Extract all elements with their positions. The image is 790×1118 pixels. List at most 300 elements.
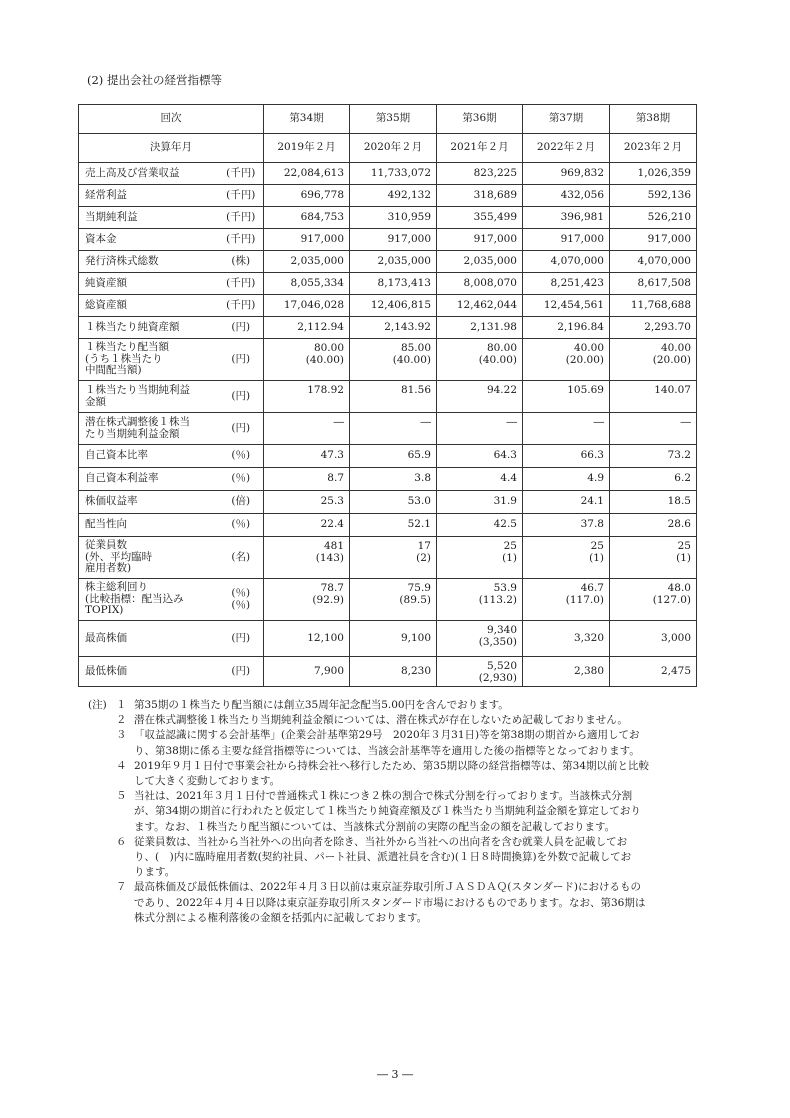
value-cell: [523, 657, 610, 687]
row-unit: [219, 491, 264, 514]
value-line: 25.3: [320, 495, 344, 508]
row-unit-line: (円): [231, 664, 251, 677]
row-label: [79, 163, 219, 185]
header-cell: 2021年２月: [437, 134, 523, 163]
row-unit-line: (名): [231, 550, 251, 563]
row-label: [79, 295, 219, 317]
value-cell: [350, 468, 437, 491]
row-label-line: 金額: [85, 395, 106, 408]
value-cell: [437, 295, 523, 317]
row-label: [79, 621, 219, 657]
value-cell: [610, 537, 697, 579]
note-number: ７: [116, 881, 127, 894]
value-line: 2,380: [573, 664, 604, 677]
row-unit: [219, 621, 264, 657]
table-row: [79, 491, 697, 514]
note-number: ５: [116, 790, 127, 803]
value-cell: [264, 273, 350, 295]
row-label: [79, 657, 219, 687]
value-cell: [264, 339, 350, 381]
value-line: (1): [502, 551, 517, 564]
value-line: 8,055,334: [290, 276, 344, 289]
table-body: [79, 105, 697, 687]
value-line: 3,320: [573, 631, 604, 644]
row-label-line: (外、平均臨時: [85, 550, 153, 563]
note-line: ます。なお、１株当たり配当額については、当該株式分割前の実際の配当金の額を記載しております。: [134, 820, 616, 833]
note-text: [134, 880, 698, 926]
note-line: 潜在株式調整後１株当たり当期純利益金額については、潜在株式が存在しないため記載しておりません。: [134, 714, 628, 727]
value-line: 492,132: [387, 188, 431, 201]
value-line: 18.5: [667, 495, 691, 508]
note-item: [88, 880, 698, 926]
value-cell: [437, 273, 523, 295]
value-line: 684,753: [300, 210, 344, 223]
row-label: [79, 514, 219, 537]
value-cell: [264, 413, 350, 445]
table-row: [79, 537, 697, 579]
value-line: 85.00: [400, 342, 431, 354]
value-line: 5,520: [486, 660, 517, 672]
value-line: 3,000: [660, 631, 691, 644]
value-line: 6.2: [674, 472, 691, 485]
note-number: ４: [116, 759, 127, 772]
value-line: 11,768,688: [630, 298, 691, 311]
table-row: [79, 381, 697, 413]
value-line: 105.69: [567, 384, 604, 396]
row-unit: [219, 185, 264, 207]
header-row: [79, 105, 697, 134]
value-line: 917,000: [560, 232, 604, 245]
value-line: 310,959: [387, 210, 431, 223]
row-label: [79, 185, 219, 207]
value-line: 28.6: [667, 518, 691, 531]
value-cell: [437, 229, 523, 251]
table-row: [79, 229, 697, 251]
row-unit: [219, 537, 264, 579]
row-label-line: 売上高及び営業収益: [85, 166, 180, 179]
value-cell: [523, 413, 610, 445]
row-unit: [219, 468, 264, 491]
row-unit: [219, 207, 264, 229]
value-cell: [437, 339, 523, 381]
value-line: 2,143.92: [384, 320, 431, 333]
value-line: 823,225: [473, 166, 517, 179]
value-cell: [610, 273, 697, 295]
value-cell: [610, 163, 697, 185]
value-cell: [523, 273, 610, 295]
value-cell: [610, 295, 697, 317]
value-line: 46.7: [580, 582, 604, 594]
note-prefix: [88, 713, 116, 728]
value-cell: [350, 273, 437, 295]
value-cell: [350, 514, 437, 537]
value-cell: [610, 185, 697, 207]
table-row: [79, 579, 697, 621]
row-label: [79, 251, 219, 273]
table-row: [79, 207, 697, 229]
row-label-line: １株当たり純資産額: [85, 320, 180, 333]
note-item: [88, 759, 698, 789]
value-line: 17,046,028: [283, 298, 344, 311]
value-cell: [523, 491, 610, 514]
value-cell: [437, 207, 523, 229]
row-unit: [219, 163, 264, 185]
note-text: [134, 713, 698, 728]
value-line: 66.3: [580, 449, 604, 462]
note-item: [88, 728, 698, 758]
row-label: [79, 413, 219, 445]
note-line: 最高株価及び最低株価は、2022年４月３日以前は東京証券取引所ＪＡＳＤＡＱ(スタンダード)におけるもの: [134, 881, 641, 894]
row-label: [79, 317, 219, 339]
row-label: [79, 207, 219, 229]
row-label: [79, 273, 219, 295]
row-unit-line: (％): [231, 598, 251, 611]
value-cell: [350, 537, 437, 579]
value-line: (92.9): [312, 593, 344, 606]
value-line: 2,475: [660, 664, 691, 677]
note-line: 従業員数は、当社から当社外への出向者を除き、当社外から当社への出向者を含む就業人員を記載してお: [134, 835, 628, 848]
table-row: [79, 445, 697, 468]
value-line: 48.0: [667, 582, 691, 594]
note-line: 株式分割による権利落後の金額を括弧内に記載しております。: [134, 911, 428, 924]
row-unit: [219, 251, 264, 273]
note-line: であり、2022年４月４日以降は東京証券取引所スタンダード市場におけるものであります。なお、第36期は: [134, 896, 646, 909]
value-line: 4.4: [500, 472, 517, 485]
row-unit-line: (円): [231, 631, 251, 644]
row-unit: [219, 295, 264, 317]
value-line: 80.00: [313, 342, 344, 354]
value-line: (1): [676, 551, 691, 564]
note-prefix: [88, 880, 116, 926]
row-unit: [219, 381, 264, 413]
value-cell: [350, 657, 437, 687]
header-label: 回次: [79, 105, 264, 134]
row-label: [79, 537, 219, 579]
value-cell: [610, 445, 697, 468]
value-line: 42.5: [493, 518, 517, 531]
value-line: 78.7: [320, 582, 344, 594]
value-cell: [264, 491, 350, 514]
value-cell: [437, 468, 523, 491]
value-cell: [350, 491, 437, 514]
row-unit: [219, 579, 264, 621]
row-label: [79, 491, 219, 514]
value-cell: [437, 317, 523, 339]
value-cell: [350, 295, 437, 317]
value-line: 969,832: [560, 166, 604, 179]
value-cell: [437, 381, 523, 413]
note-line: して大きく変動しております。: [134, 775, 281, 788]
note-line: り、第38期に係る主要な経営指標等については、当該会計基準等を適用した後の指標等となっております。: [134, 744, 640, 757]
value-line: 12,100: [307, 631, 344, 644]
value-cell: [523, 468, 610, 491]
row-label: [79, 579, 219, 621]
value-cell: [610, 339, 697, 381]
header-cell: 2019年２月: [264, 134, 350, 163]
note-text: [134, 728, 698, 758]
value-line: 8,230: [400, 664, 431, 677]
value-line: 12,462,044: [456, 298, 517, 311]
value-line: 8.7: [327, 472, 344, 485]
value-line: (1): [589, 551, 604, 564]
header-cell: 第36期: [437, 105, 523, 134]
value-line: 22.4: [320, 518, 344, 531]
value-cell: [350, 229, 437, 251]
value-cell: [264, 229, 350, 251]
row-label-line: 潜在株式調整後１株当: [85, 416, 190, 428]
value-line: 24.1: [580, 495, 604, 508]
value-line: 178.92: [307, 384, 344, 396]
row-label-line: 純資産額: [85, 276, 127, 289]
row-label-line: 資本金: [85, 232, 117, 245]
row-label-line: 最高株価: [85, 631, 127, 644]
note-item: [88, 835, 698, 881]
row-label-line: 当期純利益: [85, 210, 138, 223]
value-line: (127.0): [652, 593, 691, 606]
row-label-line: 株主総利回り: [85, 581, 148, 594]
row-unit: [219, 413, 264, 445]
value-cell: [610, 657, 697, 687]
value-line: 73.2: [667, 449, 691, 462]
row-unit-line: (円): [231, 389, 251, 402]
value-cell: [610, 514, 697, 537]
value-line: 12,454,561: [543, 298, 604, 311]
value-line: ―: [680, 416, 691, 428]
header-cell: 第35期: [350, 105, 437, 134]
value-cell: [437, 621, 523, 657]
note-line: 「収益認識に関する会計基準」(企業会計基準第29号 2020年３月31日)等を第38期の期首から適用してお: [134, 729, 640, 742]
row-label-line: 発行済株式総数: [85, 254, 159, 267]
row-label: [79, 468, 219, 491]
value-line: 22,084,613: [283, 166, 344, 179]
row-unit-line: (千円): [226, 276, 256, 289]
value-cell: [437, 251, 523, 273]
value-line: 53.0: [407, 495, 431, 508]
note-prefix: (注): [88, 699, 107, 711]
table-row: [79, 468, 697, 491]
row-label: [79, 381, 219, 413]
value-line: 2,035,000: [463, 254, 517, 267]
value-line: 75.9: [407, 582, 431, 594]
note-number: ３: [116, 729, 127, 742]
value-line: 17: [417, 540, 431, 552]
value-cell: [264, 381, 350, 413]
row-unit: [219, 445, 264, 468]
value-cell: [610, 229, 697, 251]
row-label-line: 自己資本比率: [85, 449, 148, 462]
row-label-line: 従業員数: [85, 539, 127, 552]
note-item: [88, 713, 698, 728]
header-cell: 2020年２月: [350, 134, 437, 163]
value-cell: [523, 207, 610, 229]
value-cell: [437, 579, 523, 621]
value-line: 37.8: [580, 518, 604, 531]
value-cell: [523, 537, 610, 579]
value-line: 1,026,359: [637, 166, 691, 179]
value-cell: [264, 657, 350, 687]
value-cell: [350, 317, 437, 339]
value-cell: [610, 251, 697, 273]
row-label-line: 雇用者数): [85, 562, 132, 575]
value-line: (3,350): [478, 635, 517, 648]
row-label: [79, 445, 219, 468]
note-text: [134, 698, 698, 713]
value-line: 3.8: [414, 472, 431, 485]
row-unit: [219, 317, 264, 339]
row-label-line: (比較指標：配当込み: [85, 592, 184, 605]
value-cell: [350, 207, 437, 229]
value-cell: [523, 251, 610, 273]
row-unit: [219, 514, 264, 537]
row-label-line: 自己資本利益率: [85, 472, 159, 485]
note-number: ２: [116, 714, 127, 727]
value-cell: [264, 445, 350, 468]
table-row: [79, 251, 697, 273]
value-cell: [350, 445, 437, 468]
value-line: (143): [315, 551, 344, 564]
header-row: [79, 134, 697, 163]
row-unit: [219, 339, 264, 381]
value-cell: [437, 445, 523, 468]
value-cell: [437, 537, 523, 579]
value-line: 80.00: [486, 342, 517, 354]
value-line: 94.22: [486, 384, 517, 396]
value-cell: [610, 413, 697, 445]
value-cell: [523, 621, 610, 657]
value-line: 355,499: [473, 210, 517, 223]
header-cell: 第38期: [610, 105, 697, 134]
table-row: [79, 413, 697, 445]
table-row: [79, 514, 697, 537]
page-number: ― 3 ―: [377, 1068, 413, 1081]
value-line: 25: [677, 540, 691, 552]
value-cell: [264, 317, 350, 339]
value-line: 481: [323, 540, 344, 552]
header-cell: 2023年２月: [610, 134, 697, 163]
row-label-line: 総資産額: [85, 298, 127, 311]
value-line: 4,070,000: [637, 254, 691, 267]
row-unit: [219, 273, 264, 295]
value-line: (40.00): [392, 353, 431, 366]
note-item: [88, 789, 698, 835]
table-row: [79, 163, 697, 185]
value-cell: [264, 185, 350, 207]
value-line: 917,000: [387, 232, 431, 245]
value-line: 140.07: [654, 384, 691, 396]
value-cell: [437, 185, 523, 207]
table-row: [79, 657, 697, 687]
value-cell: [350, 381, 437, 413]
value-line: 2,293.70: [644, 320, 691, 333]
value-cell: [523, 381, 610, 413]
value-line: 592,136: [647, 188, 691, 201]
row-label: [79, 339, 219, 381]
value-cell: [264, 621, 350, 657]
row-label-line: 中間配当額): [85, 364, 142, 377]
row-unit-line: (円): [231, 320, 251, 333]
row-label: [79, 229, 219, 251]
value-cell: [350, 163, 437, 185]
value-cell: [264, 514, 350, 537]
value-cell: [610, 621, 697, 657]
row-unit-line: (％): [231, 587, 251, 599]
value-line: 2,035,000: [377, 254, 431, 267]
value-line: 8,173,413: [377, 276, 431, 289]
value-cell: [437, 163, 523, 185]
value-line: (117.0): [565, 593, 604, 606]
row-unit-line: (％): [231, 449, 251, 462]
note-prefix: [88, 789, 116, 835]
value-cell: [437, 657, 523, 687]
note-line: 当社は、2021年３月１日付で普通株式１株につき２株の割合で株式分割を行っております。当該株式分割: [134, 790, 633, 803]
value-line: 917,000: [647, 232, 691, 245]
row-unit-line: (株): [231, 254, 251, 267]
value-line: ―: [506, 416, 517, 428]
row-label-line: (うち１株当たり: [85, 352, 163, 365]
value-line: 47.3: [320, 449, 344, 462]
value-line: 64.3: [493, 449, 517, 462]
value-line: 4.9: [587, 472, 604, 485]
row-label-line: 株価収益率: [85, 495, 138, 508]
value-line: 526,210: [647, 210, 691, 223]
value-cell: [523, 229, 610, 251]
value-line: 318,689: [473, 188, 517, 201]
value-cell: [350, 621, 437, 657]
value-line: 40.00: [573, 342, 604, 354]
row-unit-line: (千円): [226, 232, 256, 245]
row-unit-line: (倍): [231, 495, 251, 508]
row-label-line: 最低株価: [85, 664, 127, 677]
notes: [88, 698, 698, 926]
table-row: [79, 317, 697, 339]
value-cell: [523, 579, 610, 621]
value-cell: [523, 317, 610, 339]
note-prefix: [88, 728, 116, 758]
row-unit: [219, 657, 264, 687]
value-cell: [350, 413, 437, 445]
value-line: 8,617,508: [637, 276, 691, 289]
value-line: 9,340: [486, 624, 517, 636]
value-line: 696,778: [300, 188, 344, 201]
value-cell: [437, 514, 523, 537]
value-line: 917,000: [300, 232, 344, 245]
value-line: 31.9: [493, 495, 517, 508]
note-number: ６: [116, 835, 127, 848]
value-line: ―: [420, 416, 431, 428]
value-line: 40.00: [660, 342, 691, 354]
value-line: 7,900: [313, 664, 344, 677]
value-cell: [437, 413, 523, 445]
value-cell: [523, 185, 610, 207]
table-row: [79, 621, 697, 657]
section-heading: (2) 提出会社の経営指標等: [87, 73, 222, 87]
value-line: 81.56: [400, 384, 431, 396]
row-unit-line: (円): [231, 352, 251, 365]
value-line: 53.9: [493, 582, 517, 594]
note-text: [134, 789, 698, 835]
note-prefix: [88, 759, 116, 789]
value-line: 2,035,000: [290, 254, 344, 267]
row-unit-line: (円): [231, 421, 251, 434]
value-line: 432,056: [560, 188, 604, 201]
value-line: (2,930): [478, 671, 517, 684]
value-line: 4,070,000: [550, 254, 604, 267]
value-line: 2,196.84: [557, 320, 604, 333]
row-label-line: 配当性向: [85, 518, 127, 531]
value-line: 917,000: [473, 232, 517, 245]
value-cell: [264, 468, 350, 491]
row-unit-line: (％): [231, 472, 251, 485]
